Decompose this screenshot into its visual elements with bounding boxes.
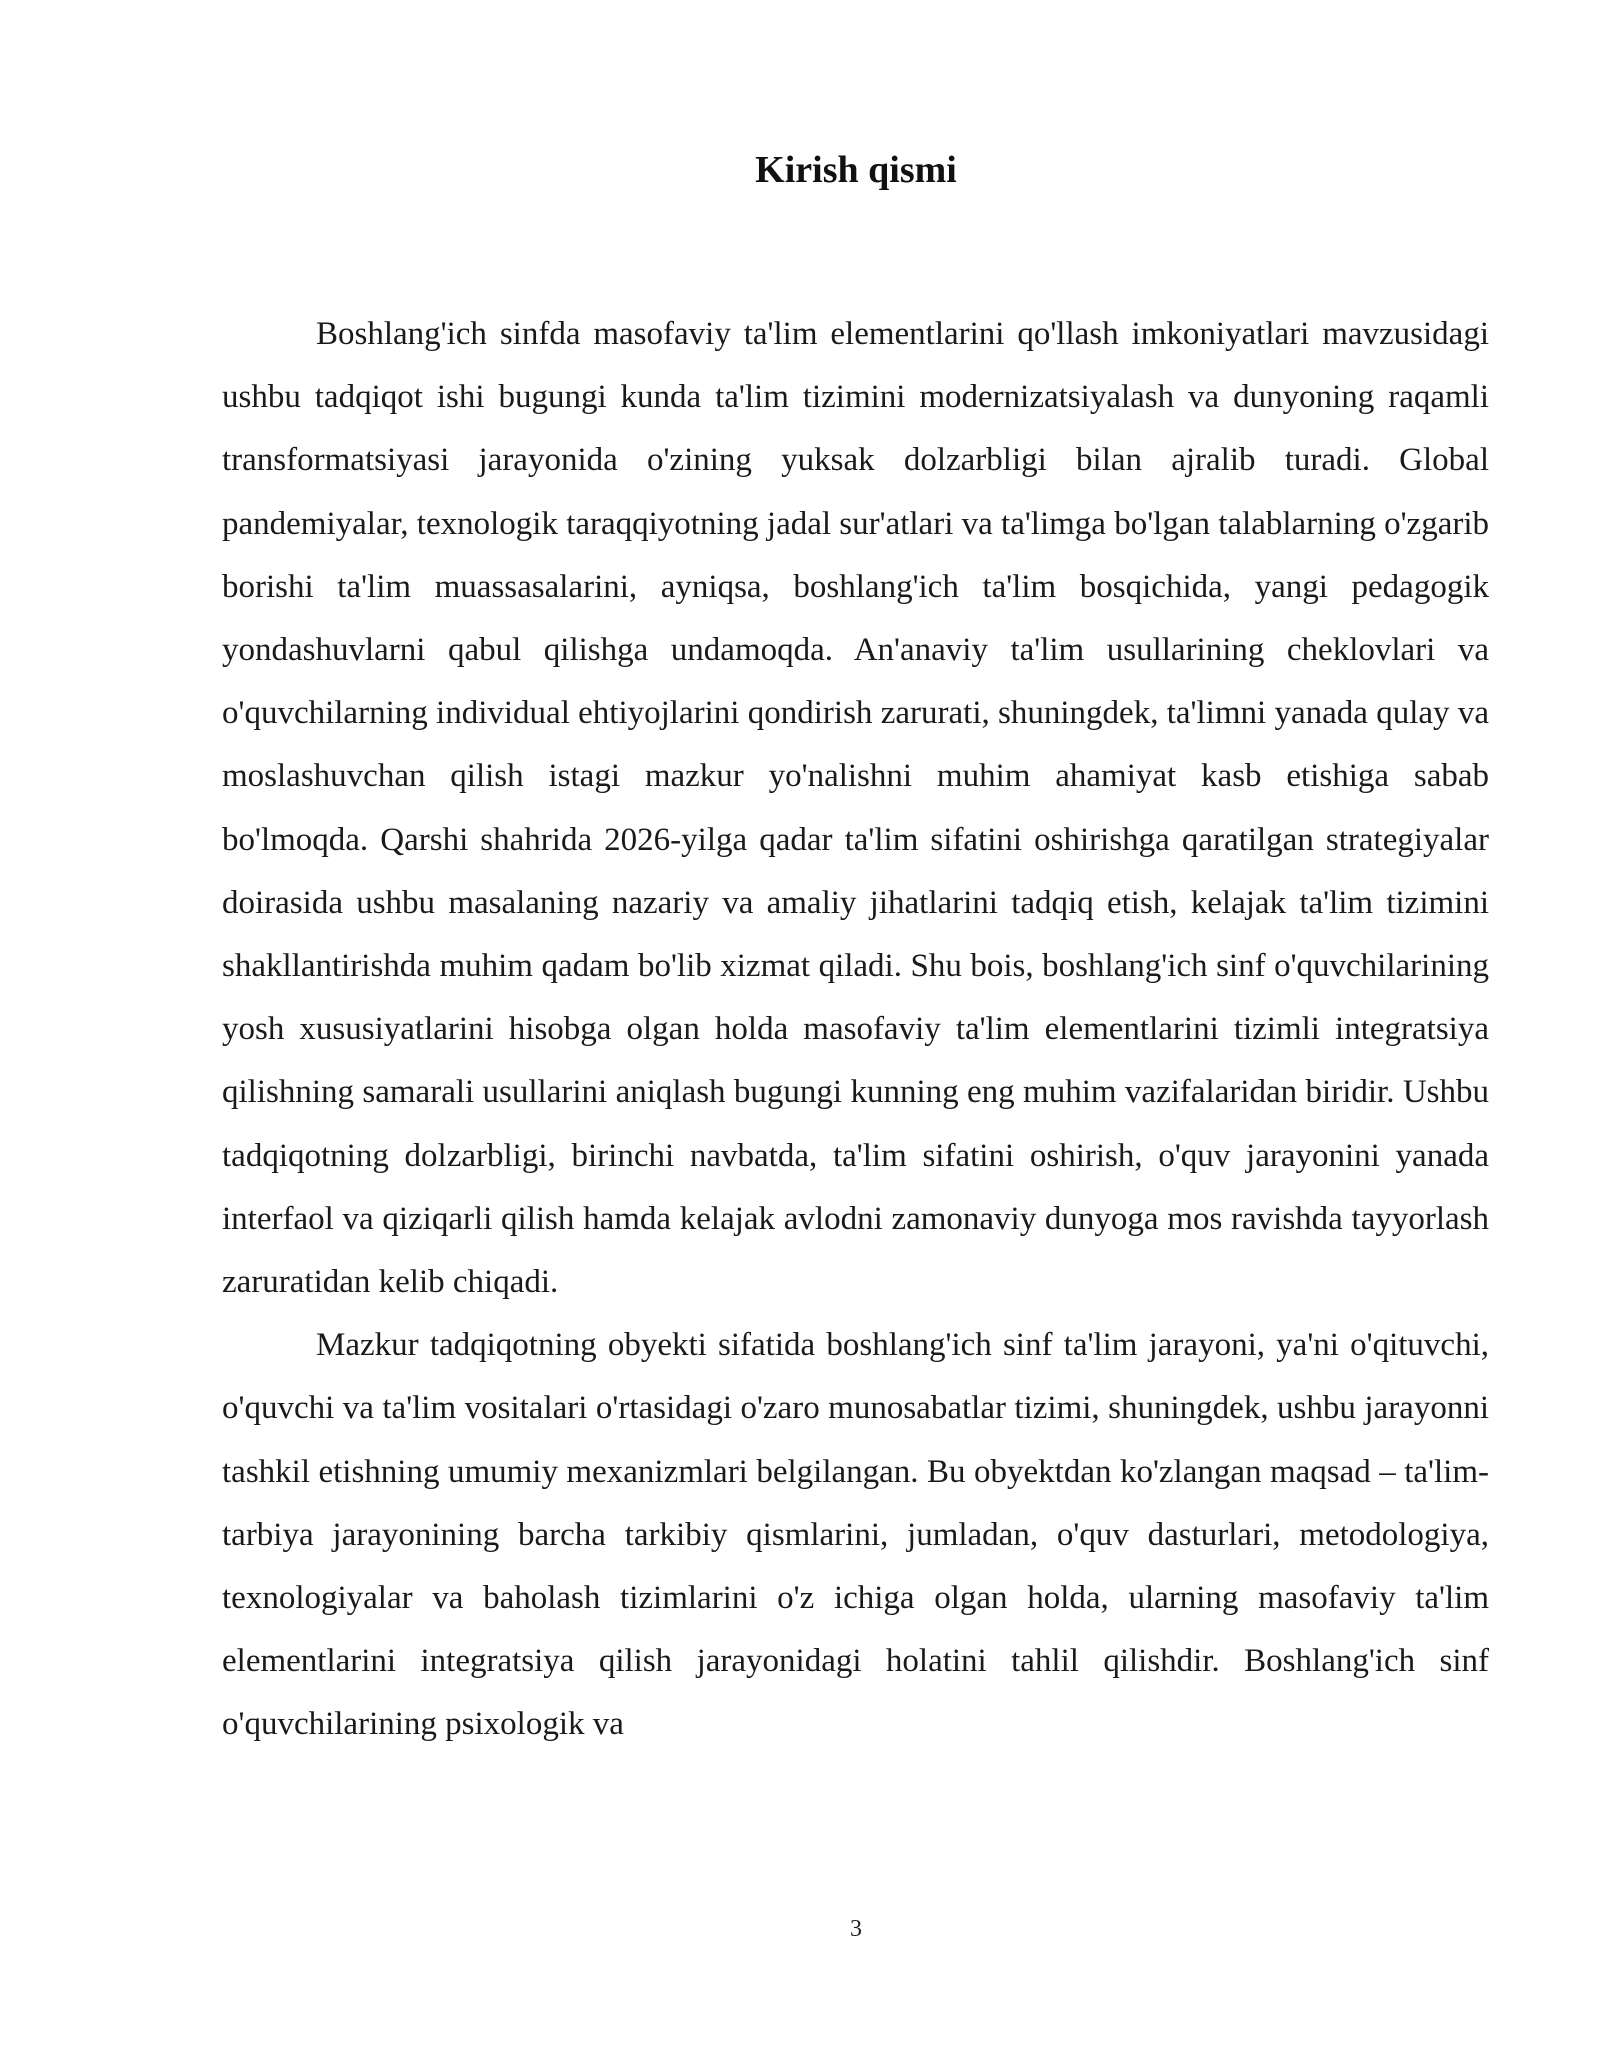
page-number: 3 [850, 1916, 862, 1942]
paragraph-1: Boshlang'ich sinfda masofaviy ta'lim elementlarini qo'llash imkoniyatlari mavzusidagi ushbu tadqiqot ishi bugungi kunda ta'lim tizimini modernizatsiyalash va dunyoning raqamli transformatsiyasi jarayonida o'zining yuksak dolzarbligi bilan ajralib turadi. Global pandemiyalar, texnologik taraqqiyotning jadal sur'atlari va ta'limga bo'lgan talablarning o'zgarib borishi ta'lim muassasalarini, ayniqsa, boshlang'ich ta'lim bosqichida, yangi pedagogik yondashuvlarni qabul qilishga undamoqda. An'anaviy ta'lim usullarining cheklovlari va o'quvchilarning individual ehtiyojlarini qondirish zarurati, shuningdek, ta'limni yanada qulay va moslashuvchan qilish istagi mazkur yo'nalishni muhim ahamiyat kasb etishiga sabab bo'lmoqda. Qarshi shahrida 2026-yilga qadar ta'lim sifatini oshirishga qaratilgan strategiyalar doirasida ushbu masalaning nazariy va amaliy jihatlarini tadqiq etish, kelajak ta'lim tizimini shakllantirishda muhim qadam bo'lib xizmat qiladi. Shu bois, boshlang'ich sinf o'quvchilarining yosh xususiyatlarini hisobga olgan holda masofaviy ta'lim elementlarini tizimli integratsiya qilishning samarali usullarini aniqlash bugungi kunning eng muhim vazifalaridan biridir. Ushbu tadqiqotning dolzarbligi, birinchi navbatda, ta'lim sifatini oshirish, o'quv jarayonini yanada interfaol va qiziqarli qilish hamda kelajak avlodni zamonaviy dunyoga mos ravishda tayyorlash zaruratidan kelib chiqadi. [222, 316, 1489, 1301]
body-text [222, 303, 1489, 1757]
paragraph-2: Mazkur tadqiqotning obyekti sifatida boshlang'ich sinf ta'lim jarayoni, ya'ni o'qituvchi, o'quvchi va ta'lim vositalari o'rtasidagi o'zaro munosabatlar tizimi, shuningdek, ushbu jarayonni tashkil etishning umumiy mexanizmlari belgilangan. Bu obyektdan ko'zlangan maqsad – ta'lim-tarbiya jarayonining barcha tarkibiy qismlarini, jumladan, o'quv dasturlari, metodologiya, texnologiyalar va baholash tizimlarini o'z ichiga olgan holda, ularning masofaviy ta'lim elementlarini integratsiya qilish jarayonidagi holatini tahlil qilishdir. Boshlang'ich sinf o'quvchilarining psixologik va [222, 1327, 1489, 1743]
page-title: Kirish qismi [755, 149, 957, 191]
